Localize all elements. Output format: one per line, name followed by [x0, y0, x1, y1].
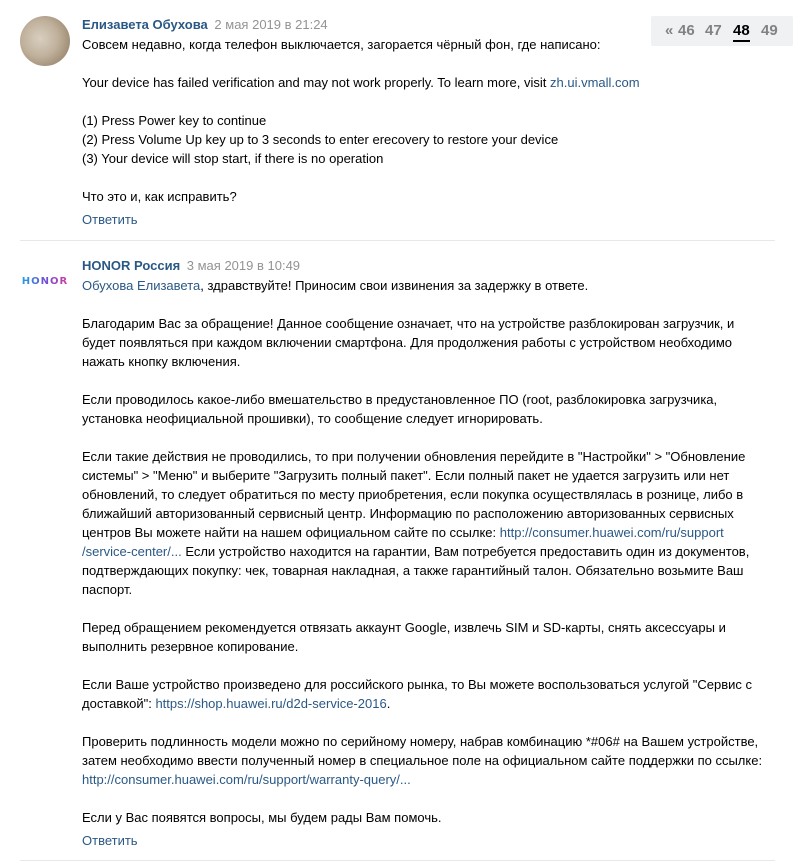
- service-center-link[interactable]: http://consumer.huawei.com/ru/support: [499, 525, 724, 540]
- comment-text: (3) Your device will stop start, if there is no operation: [82, 151, 384, 166]
- divider: [20, 860, 775, 861]
- comment-text: Если такие действия не проводились, то при получении обновления перейдите в "Настройки" > "Обновление: [82, 449, 746, 464]
- service-center-link[interactable]: /service-center/...: [82, 544, 182, 559]
- avatar[interactable]: [20, 256, 70, 306]
- comment-text: (1) Press Power key to continue: [82, 113, 267, 128]
- comment-text: (2) Press Volume Up key up to 3 seconds to enter erecovery to restore your device: [82, 132, 559, 147]
- avatar[interactable]: [20, 16, 70, 66]
- author-name[interactable]: Елизавета Обухова: [82, 17, 208, 32]
- comment-date[interactable]: 3 мая 2019 в 10:49: [186, 258, 301, 273]
- comment-text: Your device has failed verification and may not work properly. To learn more, visit zh.ui.vmall.com: [82, 75, 640, 90]
- comment-text: [82, 770, 772, 789]
- pager-prev-button[interactable]: «: [665, 22, 674, 39]
- honor-logo: HONOR: [21, 275, 69, 287]
- comment-text: ближайший авторизованный сервисный центр. Информацию по расположению авторизованных сервисных: [82, 506, 734, 521]
- comment-text: обновлений, то следует обратиться по месту приобретения, если покупка осуществлялась в рознице, либо в: [82, 487, 744, 502]
- comment-text: подтверждающих покупку: чек, товарная накладная, а также гарантийный талон. Обязательно возьмите Ваш: [82, 563, 744, 578]
- comment-text: доставкой": https://shop.huawei.ru/d2d-service-2016.: [82, 696, 391, 711]
- warranty-query-link[interactable]: http://consumer.huawei.com/ru/support/warranty-query/...: [82, 772, 411, 787]
- comment-text: Если Ваше устройство произведено для российского рынка, то Вы можете воспользоваться услугой "Сервис с: [82, 677, 752, 692]
- reply-button[interactable]: Ответить: [82, 212, 138, 227]
- comment-header: [82, 15, 772, 35]
- vmall-link[interactable]: zh.ui.vmall.com: [550, 75, 640, 90]
- pager-page-46[interactable]: 46: [678, 22, 695, 39]
- comment-text: Если у Вас появятся вопросы, мы будем рады Вам помочь.: [82, 810, 442, 825]
- divider: [20, 240, 775, 241]
- author-name[interactable]: HONOR Россия: [82, 258, 181, 273]
- comment-header: [82, 256, 772, 276]
- comment-text: Совсем недавно, когда телефон выключается, загорается чёрный фон, где написано:: [82, 37, 601, 52]
- comment-text: /service-center/... Если устройство находится на гарантии, Вам потребуется предоставить один из документов,: [82, 544, 750, 559]
- comment-text: Благодарим Вас за обращение! Данное сообщение означает, что на устройстве разблокирован загрузчик, и: [82, 316, 735, 331]
- comment-text: Перед обращением рекомендуется отвязать аккаунт Google, извлечь SIM и SD-карты, снять аксессуары и: [82, 620, 726, 635]
- comment-text: затем необходимо ввести полученный номер в специальное поле на официальном сайте поддержки по ссылке:: [82, 753, 763, 768]
- comment-text: установка неофициальной прошивки), то сообщение следует игнорировать.: [82, 411, 543, 426]
- comment-text: Что это и, как исправить?: [82, 189, 237, 204]
- reply-button[interactable]: Ответить: [82, 833, 138, 848]
- comment-text: Обухова Елизавета, здравствуйте! Приносим свои извинения за задержку в ответе.: [82, 278, 589, 293]
- comment-text: нажать кнопку включения.: [82, 354, 241, 369]
- comment-date[interactable]: 2 мая 2019 в 21:24: [214, 17, 328, 32]
- mention-link[interactable]: Обухова Елизавета: [82, 278, 201, 293]
- pager-page-current: 48: [733, 22, 750, 42]
- comment-text: системы" > "Меню" и выберите "Загрузить полный пакет". Если полный пакет не удается загрузить или нет: [82, 468, 730, 483]
- pager-page-49[interactable]: 49: [761, 22, 778, 39]
- comment-text: паспорт.: [82, 582, 133, 597]
- d2d-service-link[interactable]: https://shop.huawei.ru/d2d-service-2016: [155, 696, 387, 711]
- comment-text: выполнить резервное копирование.: [82, 639, 299, 654]
- pager-page-47[interactable]: 47: [705, 22, 722, 39]
- comment-text: центров Вы можете найти на нашем официальном сайте по ссылке: http://consumer.huawei.com/ru/support: [82, 525, 724, 540]
- comment-text: Если проводилось какое-либо вмешательство в предустановленное ПО (root, разблокировка загрузчика,: [82, 392, 718, 407]
- comment-text: будет появляться при каждом включении смартфона. Для продолжения работы с устройством необходимо: [82, 335, 732, 350]
- comment-text: Проверить подлинность модели можно по серийному номеру, набрав комбинацию *#06# на Вашем устройстве,: [82, 734, 759, 749]
